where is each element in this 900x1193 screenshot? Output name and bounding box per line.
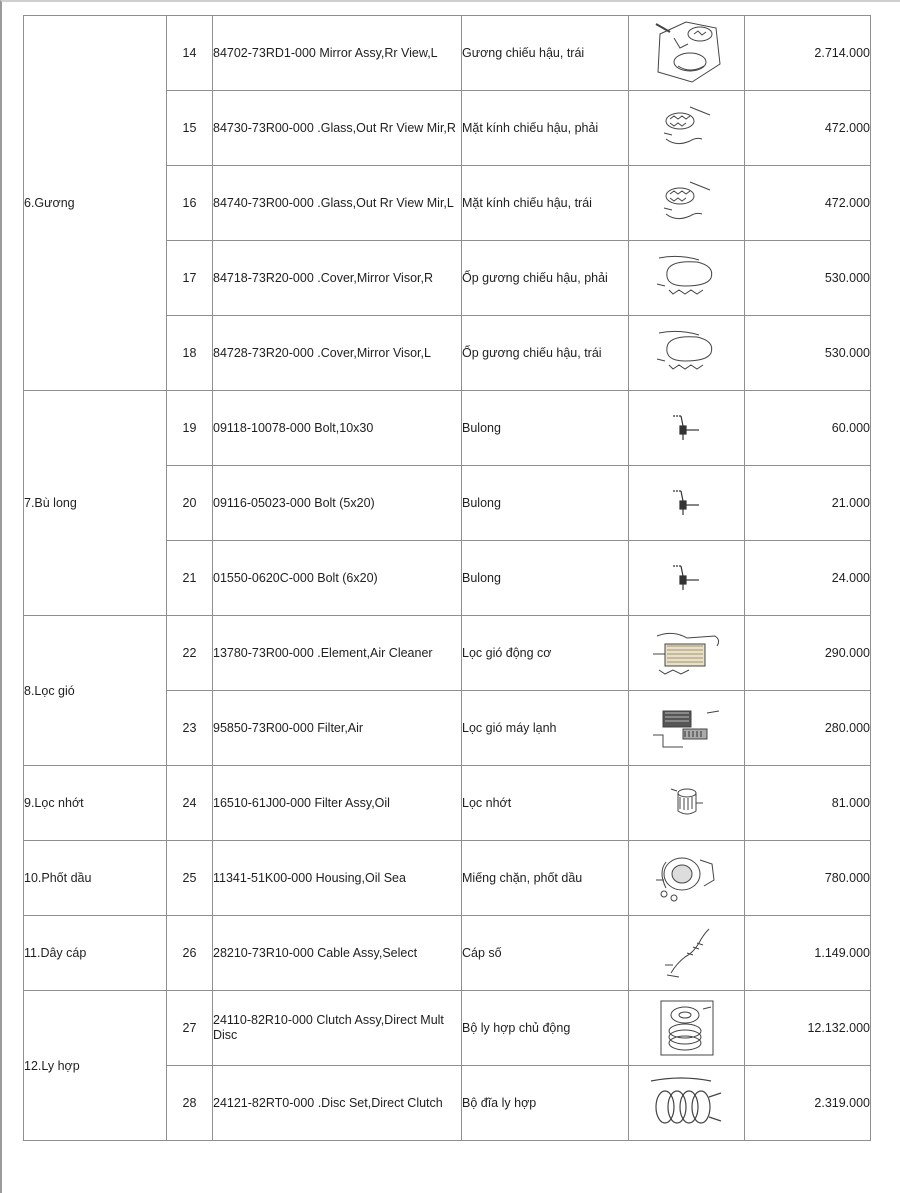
part-name-vietnamese: Ốp gương chiếu hậu, phải [462, 241, 629, 316]
oil-seal-housing-icon [629, 850, 744, 906]
part-name-vietnamese: Bộ đĩa ly hợp [462, 1066, 629, 1141]
part-code-description: 84728-73R20-000 .Cover,Mirror Visor,L [213, 316, 462, 391]
group-label: 9.Lọc nhớt [24, 766, 167, 841]
mirror-cover-icon [629, 254, 744, 302]
part-code-description: 13780-73R00-000 .Element,Air Cleaner [213, 616, 462, 691]
part-name-vietnamese: Bulong [462, 541, 629, 616]
group-label: 12.Ly hợp [24, 991, 167, 1141]
part-price: 24.000 [745, 541, 871, 616]
table-row [24, 991, 871, 1066]
part-image-cell [629, 991, 745, 1066]
mirror-glass-icon [629, 180, 744, 226]
row-number: 28 [167, 1066, 213, 1141]
bolt-icon [629, 562, 744, 594]
mirror-glass-icon [629, 105, 744, 151]
row-number: 14 [167, 16, 213, 91]
part-name-vietnamese: Ốp gương chiếu hậu, trái [462, 316, 629, 391]
part-code-description: 28210-73R10-000 Cable Assy,Select [213, 916, 462, 991]
part-price: 780.000 [745, 841, 871, 916]
table-row [24, 766, 871, 841]
part-price: 290.000 [745, 616, 871, 691]
row-number: 22 [167, 616, 213, 691]
part-price: 21.000 [745, 466, 871, 541]
part-price: 1.149.000 [745, 916, 871, 991]
row-number: 26 [167, 916, 213, 991]
table-row [24, 616, 871, 691]
row-number: 16 [167, 166, 213, 241]
part-image-cell [629, 766, 745, 841]
part-price: 530.000 [745, 316, 871, 391]
part-image-cell [629, 691, 745, 766]
row-number: 27 [167, 991, 213, 1066]
bolt-icon [629, 487, 744, 519]
part-code-description: 84702-73RD1-000 Mirror Assy,Rr View,L [213, 16, 462, 91]
group-label: 8.Lọc gió [24, 616, 167, 766]
part-name-vietnamese: Cáp số [462, 916, 629, 991]
oil-filter-icon [629, 783, 744, 823]
part-image-cell [629, 166, 745, 241]
group-label: 10.Phốt dầu [24, 841, 167, 916]
table-row [24, 841, 871, 916]
part-code-description: 09118-10078-000 Bolt,10x30 [213, 391, 462, 466]
part-price: 472.000 [745, 91, 871, 166]
part-image-cell [629, 466, 745, 541]
row-number: 21 [167, 541, 213, 616]
bolt-icon [629, 412, 744, 444]
group-label: 11.Dây cáp [24, 916, 167, 991]
part-code-description: 84718-73R20-000 .Cover,Mirror Visor,R [213, 241, 462, 316]
mirror-assembly-icon [629, 20, 744, 86]
part-code-description: 11341-51K00-000 Housing,Oil Sea [213, 841, 462, 916]
row-number: 17 [167, 241, 213, 316]
part-image-cell [629, 1066, 745, 1141]
part-price: 81.000 [745, 766, 871, 841]
air-filter-icon [629, 630, 744, 676]
part-code-description: 24121-82RT0-000 .Disc Set,Direct Clutch [213, 1066, 462, 1141]
row-number: 20 [167, 466, 213, 541]
parts-price-table [23, 15, 871, 1141]
part-image-cell [629, 241, 745, 316]
row-number: 18 [167, 316, 213, 391]
part-code-description: 09116-05023-000 Bolt (5x20) [213, 466, 462, 541]
part-price: 2.319.000 [745, 1066, 871, 1141]
clutch-assembly-icon [629, 999, 744, 1057]
table-row [24, 16, 871, 91]
clutch-discs-icon [629, 1077, 744, 1129]
row-number: 15 [167, 91, 213, 166]
row-number: 24 [167, 766, 213, 841]
part-name-vietnamese: Bulong [462, 466, 629, 541]
part-price: 280.000 [745, 691, 871, 766]
part-image-cell [629, 541, 745, 616]
group-label: 6.Gương [24, 16, 167, 391]
cable-icon [629, 925, 744, 981]
row-number: 25 [167, 841, 213, 916]
part-name-vietnamese: Miếng chặn, phốt dầu [462, 841, 629, 916]
table-row [24, 391, 871, 466]
part-image-cell [629, 316, 745, 391]
part-image-cell [629, 616, 745, 691]
part-code-description: 01550-0620C-000 Bolt (6x20) [213, 541, 462, 616]
part-image-cell [629, 16, 745, 91]
mirror-cover-icon [629, 329, 744, 377]
part-name-vietnamese: Lọc gió động cơ [462, 616, 629, 691]
part-name-vietnamese: Bộ ly hợp chủ động [462, 991, 629, 1066]
part-image-cell [629, 91, 745, 166]
cabin-filter-icon [629, 705, 744, 751]
part-image-cell [629, 391, 745, 466]
part-code-description: 84730-73R00-000 .Glass,Out Rr View Mir,R [213, 91, 462, 166]
part-price: 472.000 [745, 166, 871, 241]
part-price: 530.000 [745, 241, 871, 316]
part-code-description: 24110-82R10-000 Clutch Assy,Direct Mult Disc [213, 991, 462, 1066]
row-number: 19 [167, 391, 213, 466]
group-label: 7.Bù long [24, 391, 167, 616]
part-price: 12.132.000 [745, 991, 871, 1066]
part-name-vietnamese: Mặt kính chiếu hậu, phải [462, 91, 629, 166]
part-image-cell [629, 841, 745, 916]
part-image-cell [629, 916, 745, 991]
part-name-vietnamese: Lọc nhớt [462, 766, 629, 841]
part-price: 60.000 [745, 391, 871, 466]
part-price: 2.714.000 [745, 16, 871, 91]
table-body [24, 16, 871, 1141]
part-code-description: 84740-73R00-000 .Glass,Out Rr View Mir,L [213, 166, 462, 241]
part-code-description: 16510-61J00-000 Filter Assy,Oil [213, 766, 462, 841]
table-row [24, 916, 871, 991]
part-code-description: 95850-73R00-000 Filter,Air [213, 691, 462, 766]
part-name-vietnamese: Mặt kính chiếu hậu, trái [462, 166, 629, 241]
part-name-vietnamese: Lọc gió máy lạnh [462, 691, 629, 766]
row-number: 23 [167, 691, 213, 766]
part-name-vietnamese: Gương chiếu hậu, trái [462, 16, 629, 91]
part-name-vietnamese: Bulong [462, 391, 629, 466]
